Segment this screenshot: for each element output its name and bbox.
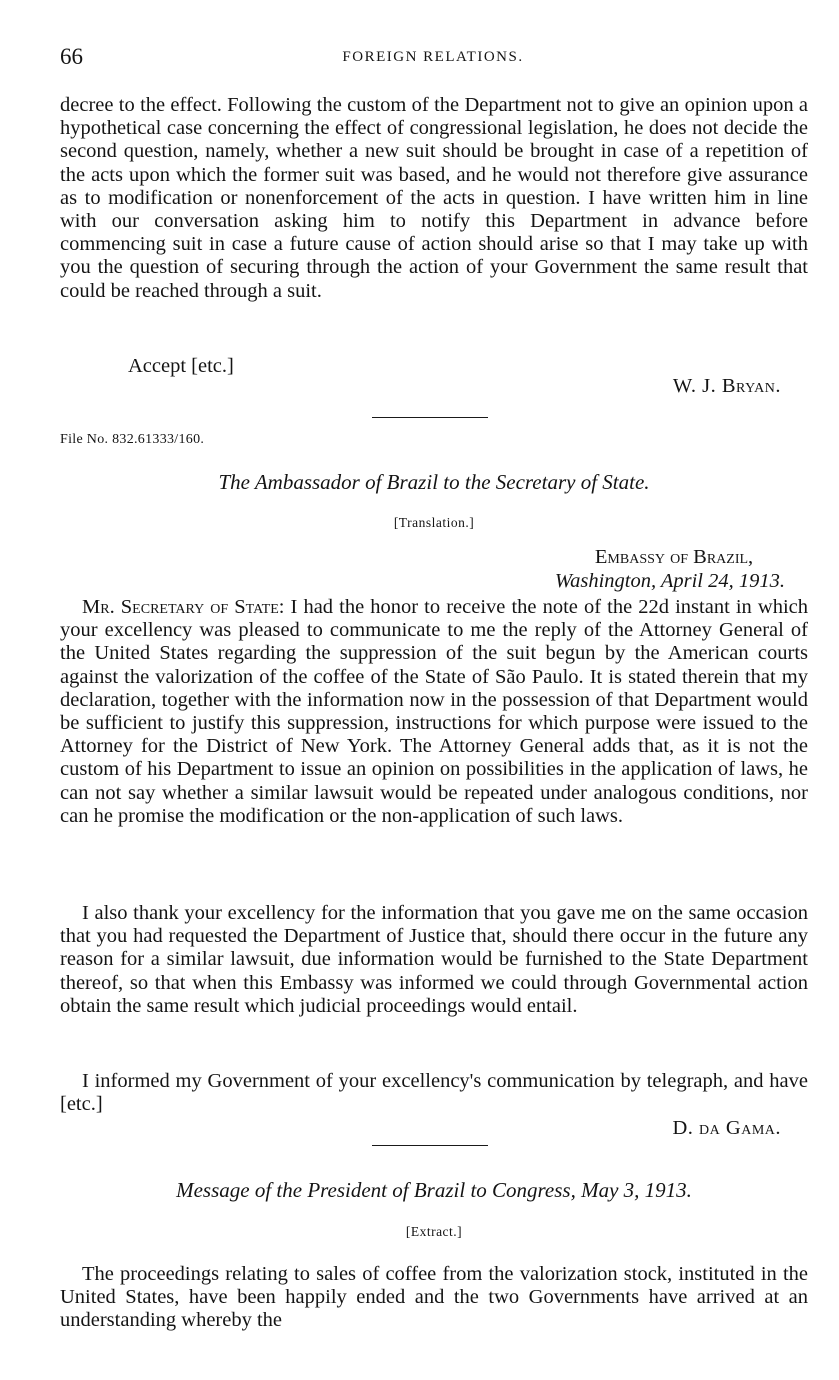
embassy-line: Embassy of Brazil, <box>594 546 754 568</box>
page-header <box>60 44 806 76</box>
message-heading: Message of the President of Brazil to Congress, May 3, 1913. <box>176 1178 692 1202</box>
page-number: 66 <box>60 44 83 69</box>
letter2-paragraph-3: I informed my Government of your excellency's communication by telegraph, and have [etc.] <box>60 1070 808 1116</box>
letter2-heading: The Ambassador of Brazil to the Secretary of State. <box>218 470 650 494</box>
file-number: File No. 832.61333/160. <box>60 432 205 447</box>
letter2-signature: D. da Gama. <box>672 1117 781 1139</box>
letter2-paragraph-1-text: I had the honor to receive the note of the 22d instant in which your excellency was pleased to communicate to me the reply of the Attorney General of the United States regarding the suppression of the suit begun by the American courts against the valorization of the coffee of the State of São Paulo. It is stated therein that my declaration, together with the information now in the possession of that Department would be sufficient to justify this suppression, instructions for which purpose were issued to the Attorney for the District of New York. The Attorney General adds that, as it is not the custom of his Department to issue an opinion on possibilities in the application of laws, he can not say whether a similar lawsuit would be repeated under analogous conditions, nor can he promise the modification or the non-application of such laws. <box>60 596 808 827</box>
letter1-signature: W. J. Bryan. <box>672 375 781 397</box>
extract-note: [Extract.] <box>405 1224 463 1239</box>
running-head: FOREIGN RELATIONS. <box>342 49 524 65</box>
place-date-line: Washington, April 24, 1913. <box>554 569 785 592</box>
section-divider <box>372 417 488 418</box>
message-paragraph: The proceedings relating to sales of coffee from the valorization stock, instituted in the United States, have been happily ended and the two Governments have arrived at an understanding whereby the <box>60 1263 808 1332</box>
letter2-paragraph-2: I also thank your excellency for the information that you gave me on the same occasion that you had requested the Department of Justice that, should there occur in the future any reason for a similar lawsuit, due information would be furnished to the State Department thereof, so that when this Embassy was informed we could through Governmental action obtain the same result which judicial proceedings would entail. <box>60 902 808 1017</box>
letter1-closing: Accept [etc.] <box>128 355 234 377</box>
letter2-paragraph-1 <box>60 596 808 828</box>
letter2-address <box>555 546 785 593</box>
section-divider <box>372 1145 488 1146</box>
translation-note: [Translation.] <box>393 515 475 530</box>
salutation: Mr. Secretary of State: <box>82 596 285 618</box>
letter1-body: decree to the effect. Following the custom of the Department not to give an opinion upon a hypothetical case concerning the effect of congressional legislation, he does not decide the second question, namely, whether a new suit should be brought in case of a repetition of the acts upon which the former suit was based, and he would not therefore give assurance as to modification or nonenforcement of the acts in question. I have written him in line with our conversation asking him to notify this Department in advance before commencing suit in case a future cause of action should arise so that I may take up with you the question of securing through the action of your Government the same result that could be reached through a suit. <box>60 94 808 302</box>
